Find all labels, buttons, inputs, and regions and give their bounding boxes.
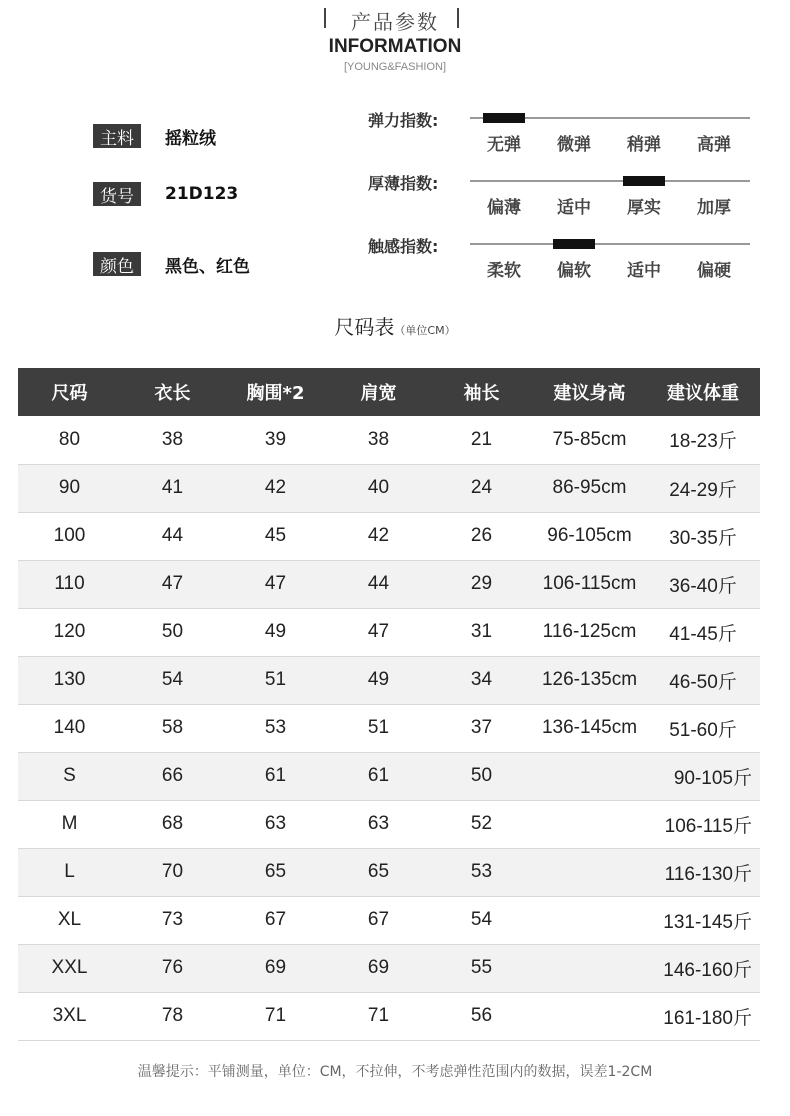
table-cell: 26 (430, 512, 533, 560)
table-row (18, 560, 760, 608)
info-row-item-number (93, 181, 238, 207)
table-cell: 54 (430, 896, 533, 944)
info-row-color (93, 251, 250, 277)
column-header: 袖长 (430, 368, 533, 416)
table-cell: 76 (121, 944, 224, 992)
table-cell: 31 (430, 608, 533, 656)
table-row (18, 752, 760, 800)
thickness-index (368, 169, 758, 219)
size-chart-unit: （单位CM） (394, 324, 456, 337)
table-row (18, 512, 760, 560)
table-row (18, 416, 760, 464)
table-cell: 161-180斤 (533, 992, 760, 1040)
table-cell: 53 (430, 848, 533, 896)
table-cell: 44 (327, 560, 430, 608)
table-cell: 75-85cm (533, 416, 646, 464)
table-cell: 146-160斤 (533, 944, 760, 992)
page-header (0, 0, 790, 80)
touch-option: 偏软 (557, 261, 591, 281)
touch-index-marker (553, 239, 595, 249)
table-cell: 80 (18, 416, 121, 464)
touch-index-scale-line (470, 243, 750, 245)
table-cell: 40 (327, 464, 430, 512)
table-cell: XL (18, 896, 121, 944)
table-row (18, 992, 760, 1040)
table-cell: 21 (430, 416, 533, 464)
thickness-index-label: 厚薄指数: (368, 174, 439, 193)
table-cell: 69 (327, 944, 430, 992)
table-cell: 34 (430, 656, 533, 704)
column-header: 肩宽 (327, 368, 430, 416)
title-divider-right (457, 8, 459, 28)
touch-option: 偏硬 (697, 261, 731, 281)
table-cell: 49 (327, 656, 430, 704)
table-cell: 86-95cm (533, 464, 646, 512)
size-table (18, 368, 760, 1041)
table-cell: 110 (18, 560, 121, 608)
item-number-value: 21D123 (165, 184, 239, 204)
touch-option: 适中 (627, 261, 661, 281)
table-cell: 47 (327, 608, 430, 656)
table-cell: 38 (327, 416, 430, 464)
table-cell: 116-125cm (533, 608, 646, 656)
table-cell: 54 (121, 656, 224, 704)
table-cell: 96-105cm (533, 512, 646, 560)
measurement-tip: 温馨提示：平铺测量，单位：CM，不拉伸，不考虑弹性范围内的数据，误差1-2CM (137, 1064, 653, 1080)
table-cell: 51 (224, 656, 327, 704)
table-cell: 73 (121, 896, 224, 944)
table-cell: 65 (224, 848, 327, 896)
thickness-index-marker (623, 176, 665, 186)
elastic-option: 无弹 (487, 135, 521, 155)
table-cell: 37 (430, 704, 533, 752)
column-header: 胸围*2 (224, 368, 327, 416)
table-cell: 63 (224, 800, 327, 848)
elastic-option: 高弹 (697, 135, 731, 155)
touch-index (368, 232, 758, 282)
table-cell: 42 (224, 464, 327, 512)
thickness-option: 偏薄 (487, 198, 521, 218)
table-cell: 51 (327, 704, 430, 752)
table-cell: 45 (224, 512, 327, 560)
table-cell: 36-40斤 (646, 560, 760, 608)
section-subtitle: [YOUNG&FASHION] (343, 61, 447, 73)
table-cell: 50 (121, 608, 224, 656)
table-header-row (18, 368, 760, 416)
table-cell: 78 (121, 992, 224, 1040)
column-header: 建议体重 (646, 368, 760, 416)
section-title-cn: 产品参数 (351, 10, 439, 34)
table-cell: 130 (18, 656, 121, 704)
material-value: 摇粒绒 (165, 128, 216, 149)
table-cell: 71 (224, 992, 327, 1040)
table-cell: 100 (18, 512, 121, 560)
table-cell: 67 (224, 896, 327, 944)
column-header: 建议身高 (533, 368, 646, 416)
table-cell: 47 (121, 560, 224, 608)
table-cell: 41-45斤 (646, 608, 760, 656)
table-cell: 126-135cm (533, 656, 646, 704)
item-number-label: 货号 (93, 182, 141, 206)
table-cell: 120 (18, 608, 121, 656)
table-cell: 71 (327, 992, 430, 1040)
color-value: 黑色、红色 (165, 256, 250, 277)
table-cell: 58 (121, 704, 224, 752)
table-cell: 50 (430, 752, 533, 800)
table-cell: 56 (430, 992, 533, 1040)
thickness-option: 厚实 (627, 198, 661, 218)
thickness-option: 适中 (557, 198, 591, 218)
table-cell: 18-23斤 (646, 416, 760, 464)
elastic-option: 稍弹 (627, 135, 661, 155)
table-cell: 39 (224, 416, 327, 464)
info-row-material (93, 123, 216, 149)
table-cell: 63 (327, 800, 430, 848)
section-title-en: INFORMATION (328, 36, 462, 57)
table-cell: 29 (430, 560, 533, 608)
table-cell: 90 (18, 464, 121, 512)
thickness-index-scale-line (470, 180, 750, 182)
table-cell: 136-145cm (533, 704, 646, 752)
elastic-index-marker (483, 113, 525, 123)
table-cell: XXL (18, 944, 121, 992)
table-cell: 106-115cm (533, 560, 646, 608)
table-cell: 42 (327, 512, 430, 560)
table-row (18, 608, 760, 656)
table-cell: L (18, 848, 121, 896)
column-header: 衣长 (121, 368, 224, 416)
table-cell: 44 (121, 512, 224, 560)
table-cell: 55 (430, 944, 533, 992)
table-cell: 49 (224, 608, 327, 656)
color-label: 颜色 (93, 252, 141, 276)
table-cell: 41 (121, 464, 224, 512)
table-cell: 61 (224, 752, 327, 800)
table-row (18, 704, 760, 752)
table-row (18, 464, 760, 512)
elastic-index-label: 弹力指数: (368, 111, 439, 130)
table-cell: 61 (327, 752, 430, 800)
table-cell: 65 (327, 848, 430, 896)
table-cell: 38 (121, 416, 224, 464)
table-cell: 131-145斤 (533, 896, 760, 944)
table-cell: 90-105斤 (533, 752, 760, 800)
table-cell: 140 (18, 704, 121, 752)
touch-index-label: 触感指数: (368, 237, 439, 256)
thickness-option: 加厚 (697, 198, 731, 218)
size-chart-heading (0, 311, 790, 340)
table-cell: 116-130斤 (533, 848, 760, 896)
table-cell: 106-115斤 (533, 800, 760, 848)
elastic-option: 微弹 (557, 135, 591, 155)
table-cell: 47 (224, 560, 327, 608)
column-header: 尺码 (18, 368, 121, 416)
table-cell: 30-35斤 (646, 512, 760, 560)
table-cell: 66 (121, 752, 224, 800)
table-cell: 70 (121, 848, 224, 896)
table-cell: 69 (224, 944, 327, 992)
table-row (18, 656, 760, 704)
elastic-index (368, 106, 758, 156)
material-label: 主料 (93, 124, 141, 148)
table-cell: S (18, 752, 121, 800)
table-cell: 52 (430, 800, 533, 848)
table-row (18, 896, 760, 944)
table-row (18, 944, 760, 992)
table-row (18, 800, 760, 848)
table-body (18, 416, 760, 1040)
table-cell: 53 (224, 704, 327, 752)
table-cell: 46-50斤 (646, 656, 760, 704)
touch-option: 柔软 (487, 261, 521, 281)
table-cell: 24 (430, 464, 533, 512)
table-cell: M (18, 800, 121, 848)
table-cell: 3XL (18, 992, 121, 1040)
table-cell: 67 (327, 896, 430, 944)
table-cell: 24-29斤 (646, 464, 760, 512)
table-row (18, 848, 760, 896)
size-chart-title: 尺码表 (334, 315, 395, 339)
table-cell: 68 (121, 800, 224, 848)
table-cell: 51-60斤 (646, 704, 760, 752)
